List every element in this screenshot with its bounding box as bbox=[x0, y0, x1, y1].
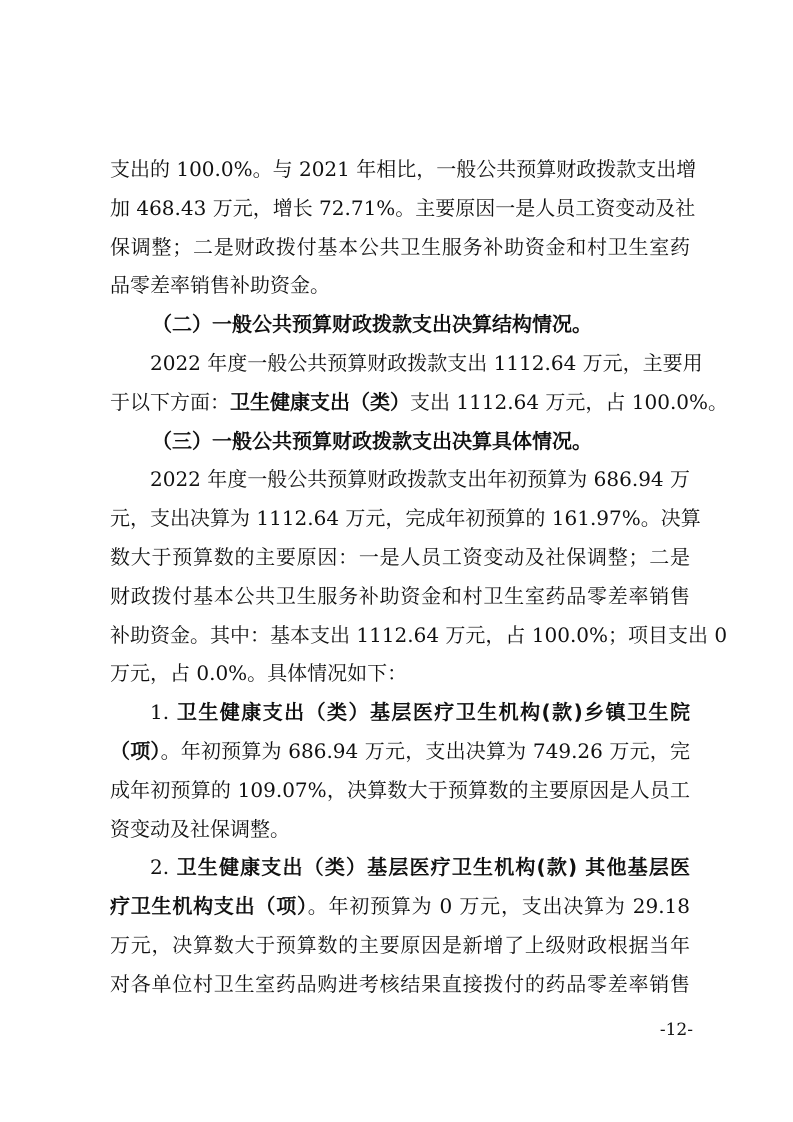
section-heading-2: （二）一般公共预算财政拨款支出决算结构情况。 bbox=[152, 312, 592, 337]
paragraph-line: 补助资金。其中：基本支出 1112.64 万元，占 100.0%；项目支出 0 bbox=[110, 622, 728, 647]
list-item-2-line: 对各单位村卫生室药品购进考核结果直接拨付的药品零差率销售 bbox=[110, 971, 690, 996]
item-number: 1. bbox=[150, 700, 177, 725]
document-page bbox=[110, 150, 729, 1004]
bold-text-run: 卫生健康支出（类）基层医疗卫生机构(款)乡镇卫生院 bbox=[176, 700, 690, 725]
paragraph-line: 2022 年度一般公共预算财政拨款支出年初预算为 686.94 万 bbox=[150, 467, 690, 492]
bold-text-run: 卫生健康支出（类）基层医疗卫生机构(款) 其他基层医 bbox=[176, 855, 690, 880]
text-run: 于以下方面： bbox=[110, 389, 230, 414]
paragraph-line: 元，支出决算为 1112.64 万元，完成年初预算的 161.97%。决算 bbox=[110, 506, 701, 531]
paragraph-line: 支出的 100.0%。与 2021 年相比，一般公共预算财政拨款支出增 bbox=[110, 157, 697, 181]
list-item-1-line bbox=[110, 732, 690, 771]
paragraph-line: 2022 年度一般公共预算财政拨款支出 1112.64 万元，主要用 bbox=[150, 350, 703, 375]
text-run: 。年初预算为 686.94 万元，支出决算为 749.26 万元，完 bbox=[160, 738, 691, 763]
text-run: 。年初预算为 0 万元，支出决算为 29.18 bbox=[307, 894, 691, 919]
paragraph-line: 品零差率销售补助资金。 bbox=[110, 273, 330, 298]
page-number: -12- bbox=[659, 1020, 693, 1040]
paragraph-line: 万元，占 0.0%。具体情况如下： bbox=[110, 661, 408, 686]
bold-text-run: （项） bbox=[110, 738, 161, 763]
paragraph-line: 数大于预算数的主要原因：一是人员工资变动及社保调整；二是 bbox=[110, 544, 690, 569]
paragraph-line: 加 468.43 万元，增长 72.71%。主要原因一是人员工资变动及社 bbox=[110, 195, 696, 220]
bold-text-run: 卫生健康支出（类） bbox=[230, 389, 410, 414]
list-item-2-line bbox=[110, 848, 690, 887]
list-item-1-line: 成年初预算的 109.07%，决算数大于预算数的主要原因是人员工 bbox=[110, 777, 690, 802]
list-item-1-line bbox=[110, 693, 690, 732]
paragraph-line bbox=[110, 383, 729, 422]
section-heading-3: （三）一般公共预算财政拨款支出决算具体情况。 bbox=[152, 428, 592, 453]
item-number: 2. bbox=[150, 855, 177, 880]
list-item-2-line bbox=[110, 887, 690, 926]
text-run: 支出 1112.64 万元，占 100.0%。 bbox=[410, 389, 729, 414]
bold-text-run: 疗卫生机构支出（项） bbox=[110, 894, 308, 919]
paragraph-line: 财政拨付基本公共卫生服务补助资金和村卫生室药品零差率销售 bbox=[110, 583, 690, 608]
list-item-2-line: 万元，决算数大于预算数的主要原因是新增了上级财政根据当年 bbox=[110, 932, 690, 957]
list-item-1-line: 资变动及社保调整。 bbox=[110, 816, 290, 841]
paragraph-line: 保调整；二是财政拨付基本公共卫生服务补助资金和村卫生室药 bbox=[110, 234, 690, 259]
